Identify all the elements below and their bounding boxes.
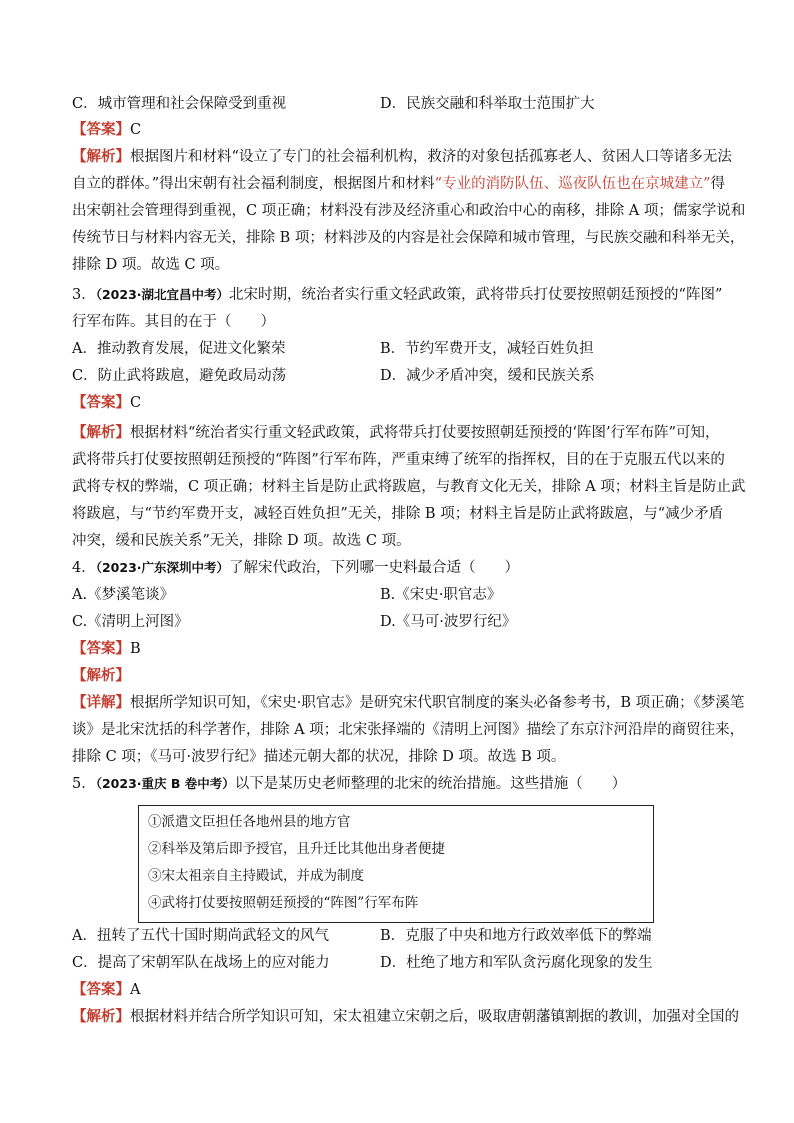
q3-option-b: B．节约军费开支，减轻百姓负担 (380, 341, 594, 357)
analysis-tag: 【解析】 (72, 424, 130, 441)
material-item: ③宋太祖亲自主持殿试，并成为制度 (148, 868, 364, 884)
q5-option-b: B．克服了中央和地方行政效率低下的弊端 (380, 928, 652, 944)
q3-analysis-line-5: 冲突，缓和民族关系”无关，排除 D 项。故选 C 项。 (72, 533, 411, 549)
question-source: （2023·广东深圳中考） (95, 560, 230, 575)
q3-analysis-line-4: 将跋扈，与“节约军费开支，减轻百姓负担”无关，排除 B 项；材料主旨是防止武将跋扈，与“减少矛盾 (72, 506, 724, 522)
answer-value: C (130, 395, 142, 411)
answer-value: B (130, 641, 141, 657)
question-source: （2023·重庆 B 卷中考） (95, 776, 235, 791)
q3-analysis-line-3: 武将专权的弊端，C 项正确；材料主旨是防止武将跋扈，与教育文化无关，排除 A 项；材料主旨是防止武 (72, 479, 746, 495)
answer-value: A (130, 982, 141, 998)
q2-analysis-line-3: 出宋朝社会管理得到重视，C 项正确；材料没有涉及经济重心和政治中心的南移，排除 A 项；儒家学说和 (72, 203, 746, 219)
answer-tag: 【答案】 (72, 394, 130, 411)
detail-text: 根据所学知识可知，《宋史·职官志》是研究宋代职官制度的案头必备参考书，B 项正确；《梦溪笔 (130, 695, 745, 711)
q3-analysis-line-2: 武将带兵打仗要按照朝廷预授的“阵图”行军布阵，严重束缚了统军的指挥权，目的在于克服五代以来的 (72, 452, 725, 468)
q2-analysis-line-5: 排除 D 项。故选 C 项。 (72, 257, 230, 273)
q5-option-c: C．提高了宋朝军队在战场上的应对能力 (72, 955, 330, 971)
analysis-text: 根据材料“统治者实行重文轻武政策，武将带兵打仗要按照朝廷预授的‘阵图’行军布阵”可知， (130, 425, 720, 441)
q4-detail-line-1 (72, 693, 744, 713)
q2-analysis-line-2 (72, 174, 725, 194)
question-number: 5． (72, 776, 96, 792)
q4-answer (72, 639, 141, 659)
question-number: 4． (72, 560, 96, 576)
q3-option-c: C．防止武将跋扈，避免政局动荡 (72, 368, 287, 384)
question-number: 3． (72, 287, 96, 303)
q4-stem (72, 558, 519, 578)
material-item: ①派遣文臣担任各地州县的地方官 (148, 814, 351, 830)
material-item: ④武将打仗要按照朝廷预授的“阵图”行军布阵 (148, 895, 419, 911)
question-source: （2023·湖北宜昌中考） (95, 287, 230, 302)
question-stem: 了解宋代政治，下列哪一史料最合适（ ） (229, 560, 520, 576)
q4-option-c: C.《清明上河图》 (72, 614, 189, 630)
material-item: ②科举及第后即予授官，且升迁比其他出身者便捷 (148, 841, 445, 857)
q3-option-d: D．减少矛盾冲突，缓和民族关系 (380, 368, 595, 384)
q5-option-d: D．杜绝了地方和军队贪污腐化现象的发生 (380, 955, 653, 971)
analysis-tag: 【解析】 (72, 148, 130, 165)
q3-stem-line-2: 行军布阵。其目的在于（ ） (72, 314, 275, 330)
analysis-text: 得 (710, 176, 725, 192)
q4-analysis (72, 666, 130, 686)
highlighted-quote: “专业的消防队伍、巡夜队伍也在京城建立” (434, 176, 711, 192)
q2-answer (72, 120, 141, 140)
q3-answer (72, 393, 141, 413)
q4-detail-line-3: 排除 C 项；《马可·波罗行纪》描述元朝大都的状况，排除 D 项。故选 B 项。 (72, 749, 566, 765)
analysis-text: 自立的群体。”得出宋朝有社会福利制度，根据图片和材料 (72, 176, 435, 192)
q5-option-a: A．扭转了五代十国时期尚武轻文的风气 (72, 928, 329, 944)
q2-analysis-line-4: 传统节日与材料内容无关，排除 B 项；材料涉及的内容是社会保障和城市管理，与民族交融和科举无关， (72, 230, 745, 246)
material-box (138, 805, 654, 923)
q4-option-d: D.《马可·波罗行纪》 (380, 614, 517, 630)
analysis-tag: 【解析】 (72, 667, 130, 684)
analysis-text: 根据图片和材料“设立了专门的社会福利机构，救济的对象包括孤寡老人、贫困人口等诸多无法 (130, 149, 732, 165)
answer-tag: 【答案】 (72, 121, 130, 138)
q3-option-a: A．推动教育发展，促进文化繁荣 (72, 341, 286, 357)
q2-option-d: D．民族交融和科举取士范围扩大 (380, 96, 595, 112)
analysis-text: 根据材料并结合所学知识可知，宋太祖建立宋朝之后，吸取唐朝藩镇割据的教训，加强对全国的 (130, 1009, 739, 1025)
q4-detail-line-2: 谈》是北宋沈括的科学著作，排除 A 项；北宋张择端的《清明上河图》描绘了东京汴河沿岸的商贸往来， (72, 722, 745, 738)
q4-option-b: B.《宋史·职官志》 (380, 587, 502, 603)
detail-tag: 【详解】 (72, 694, 130, 711)
answer-value: C (130, 122, 142, 138)
q5-answer (72, 980, 140, 1000)
q4-option-a: A.《梦溪笔谈》 (72, 587, 175, 603)
q5-analysis-line-1 (72, 1007, 739, 1027)
answer-tag: 【答案】 (72, 640, 130, 657)
question-stem: 以下是某历史老师整理的北宋的统治措施。这些措施（ ） (234, 776, 627, 792)
q3-analysis-line-1 (72, 423, 720, 443)
q5-stem (72, 774, 626, 794)
answer-tag: 【答案】 (72, 981, 130, 998)
analysis-tag: 【解析】 (72, 1008, 130, 1025)
q2-analysis-line-1 (72, 147, 732, 167)
question-stem: 北宋时期，统治者实行重文轻武政策，武将带兵打仗要按照朝廷预授的“阵图” (229, 287, 723, 303)
q2-option-c: C．城市管理和社会保障受到重视 (72, 96, 287, 112)
q3-stem-line-1 (72, 285, 722, 305)
